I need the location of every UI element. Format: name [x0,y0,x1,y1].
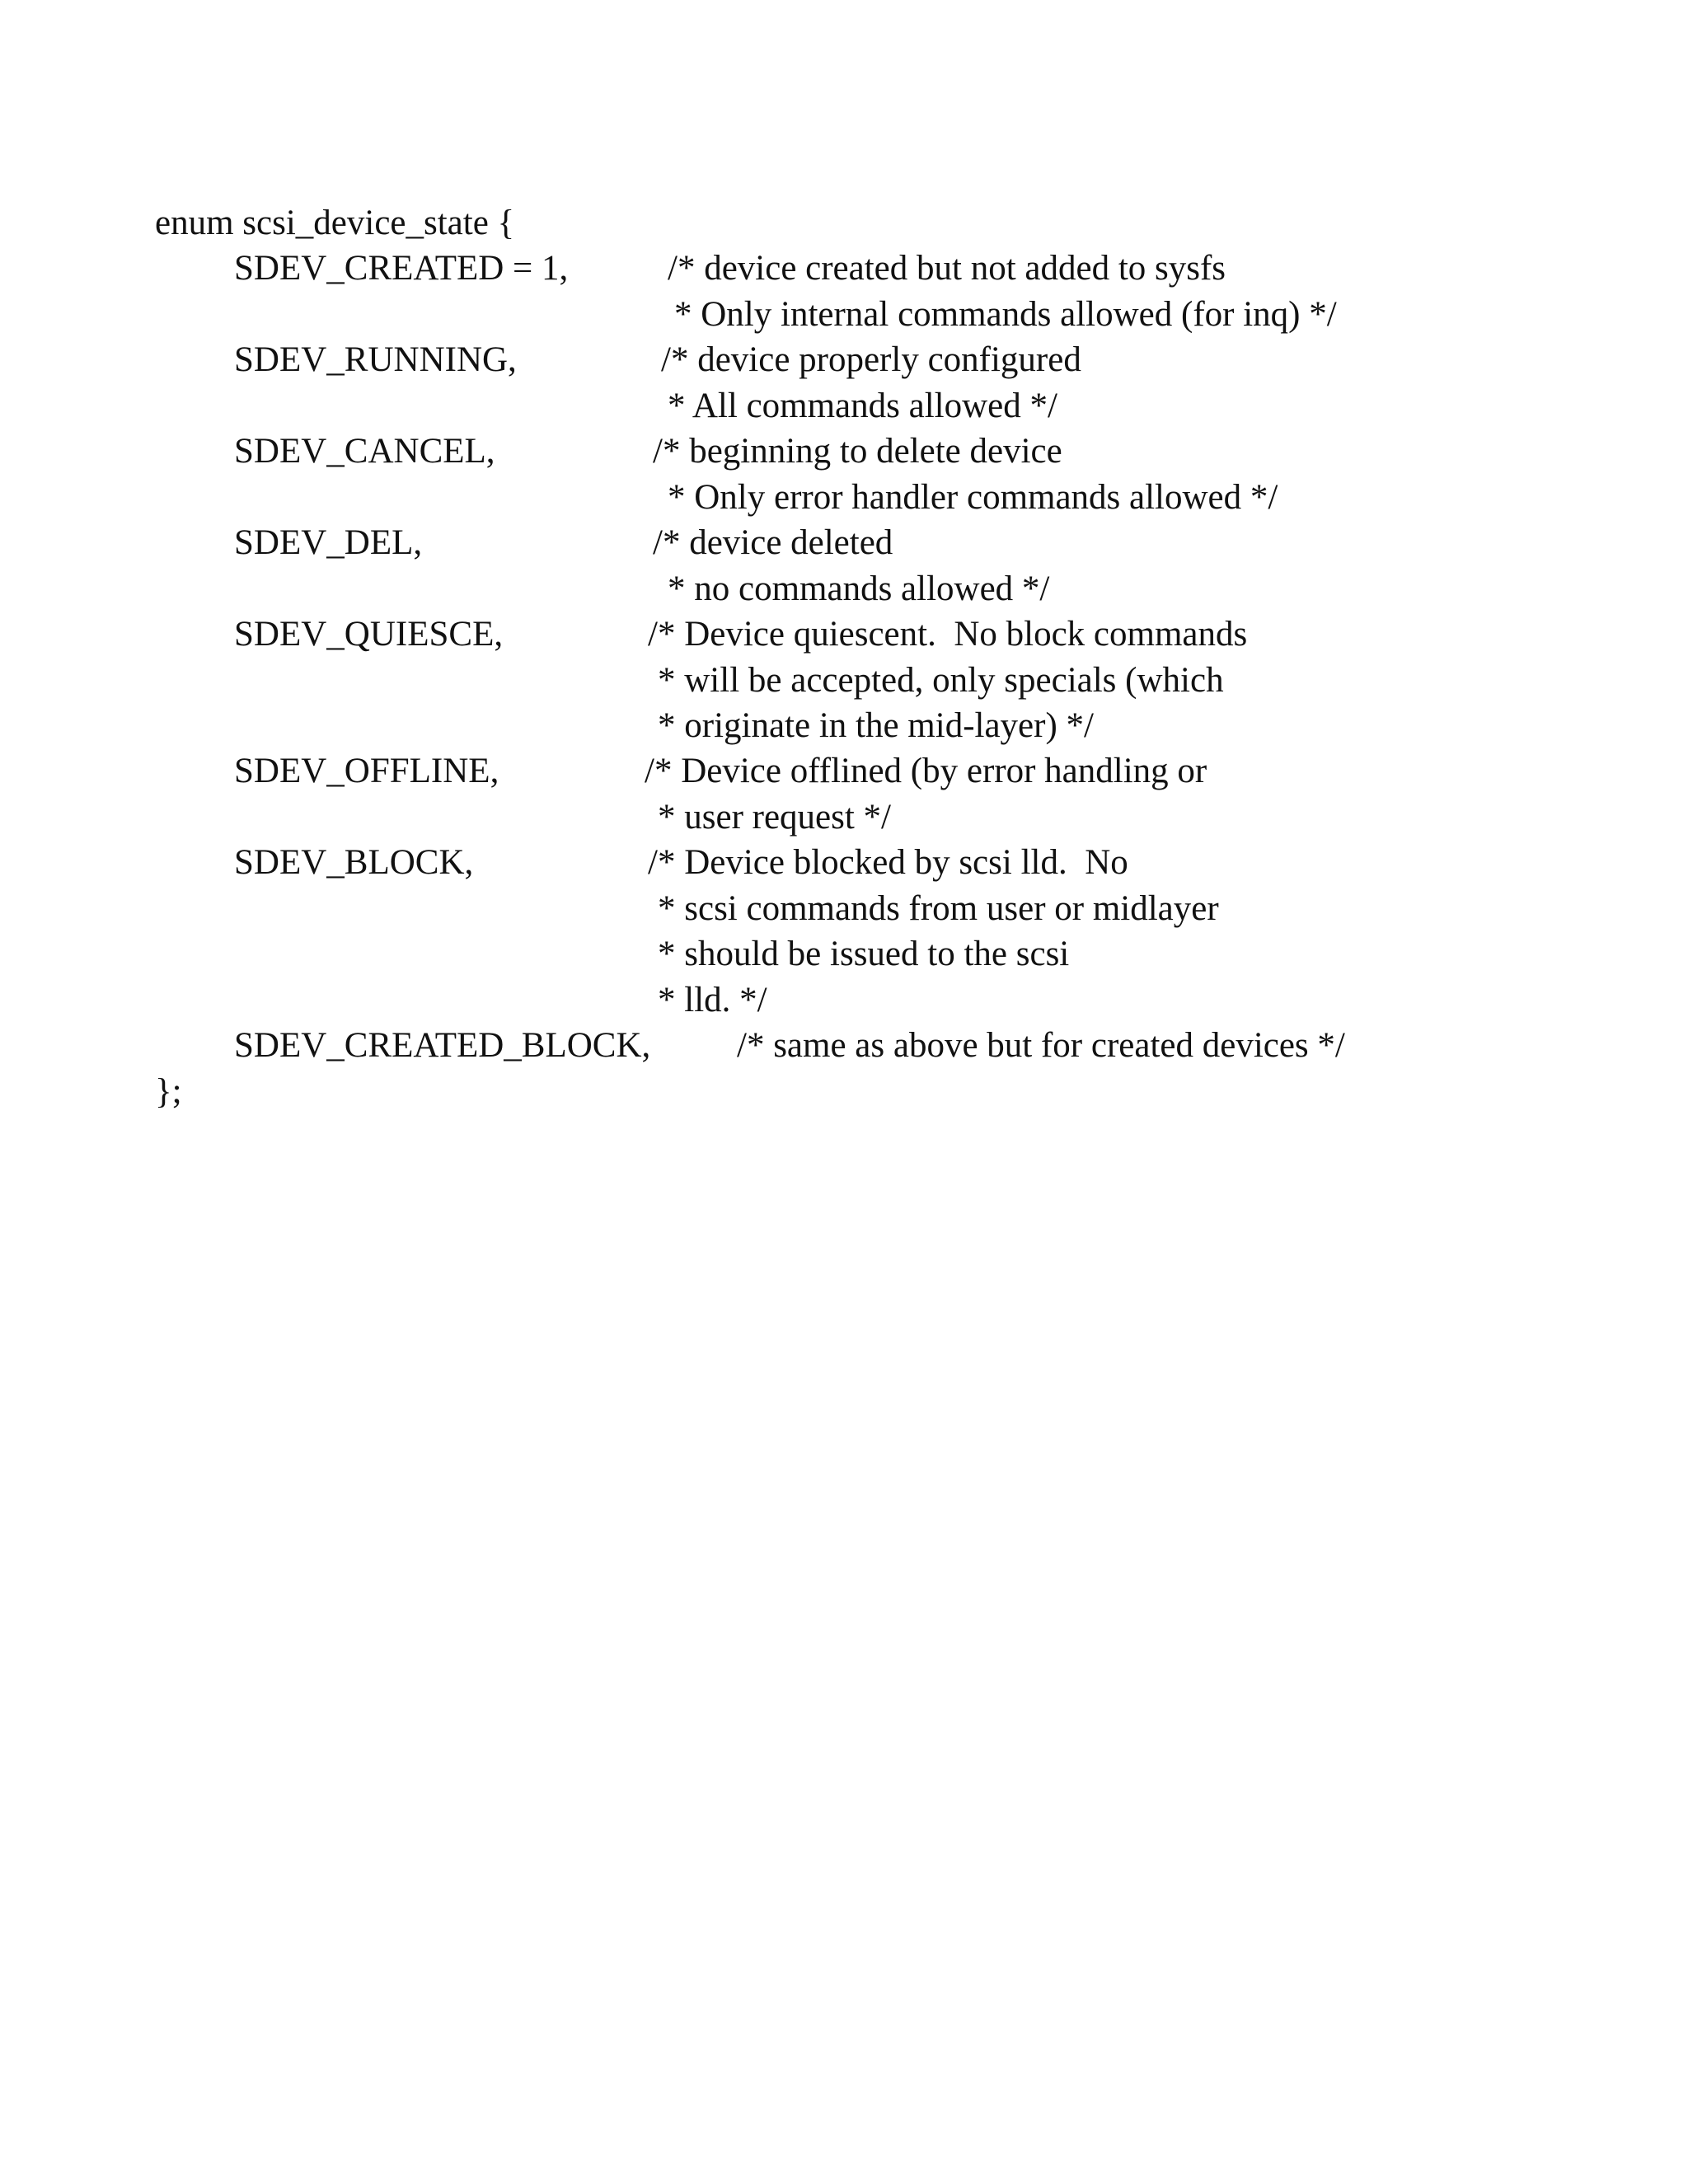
enum-entry-block: SDEV_BLOCK, [234,843,474,882]
comment-line: /* beginning to delete device [653,432,1062,471]
comment-line: /* device properly configured [661,340,1081,379]
comment-line: * Only error handler commands allowed */ [668,478,1278,517]
comment-line: /* same as above but for created devices */ [737,1026,1345,1065]
enum-footer: }; [155,1072,182,1111]
comment-line: * should be issued to the scsi [658,935,1070,973]
comment-line: * lld. */ [658,981,767,1019]
comment-line: * no commands allowed */ [668,569,1050,608]
comment-line: /* Device offlined (by error handling or [645,752,1207,790]
enum-entry-created: SDEV_CREATED = 1, [234,249,569,288]
comment-line: /* Device blocked by scsi lld. No [648,843,1128,882]
comment-line: * All commands allowed */ [668,387,1057,425]
comment-line: * Only internal commands allowed (for inq) */ [674,295,1337,334]
comment-line: /* Device quiescent. No block commands [648,615,1248,654]
enum-entry-cancel: SDEV_CANCEL, [234,432,495,471]
comment-line: * scsi commands from user or midlayer [658,889,1219,928]
enum-entry-created-block: SDEV_CREATED_BLOCK, [234,1026,651,1065]
enum-entry-quiesce: SDEV_QUIESCE, [234,615,504,654]
comment-line: /* device created but not added to sysfs [668,249,1226,288]
comment-line: * will be accepted, only specials (which [658,661,1224,700]
comment-line: * user request */ [658,798,892,837]
enum-entry-running: SDEV_RUNNING, [234,340,517,379]
enum-entry-offline: SDEV_OFFLINE, [234,752,499,790]
enum-entry-del: SDEV_DEL, [234,523,423,562]
comment-line: /* device deleted [653,523,893,562]
comment-line: * originate in the mid-layer) */ [658,706,1094,745]
enum-header: enum scsi_device_state { [155,204,515,242]
